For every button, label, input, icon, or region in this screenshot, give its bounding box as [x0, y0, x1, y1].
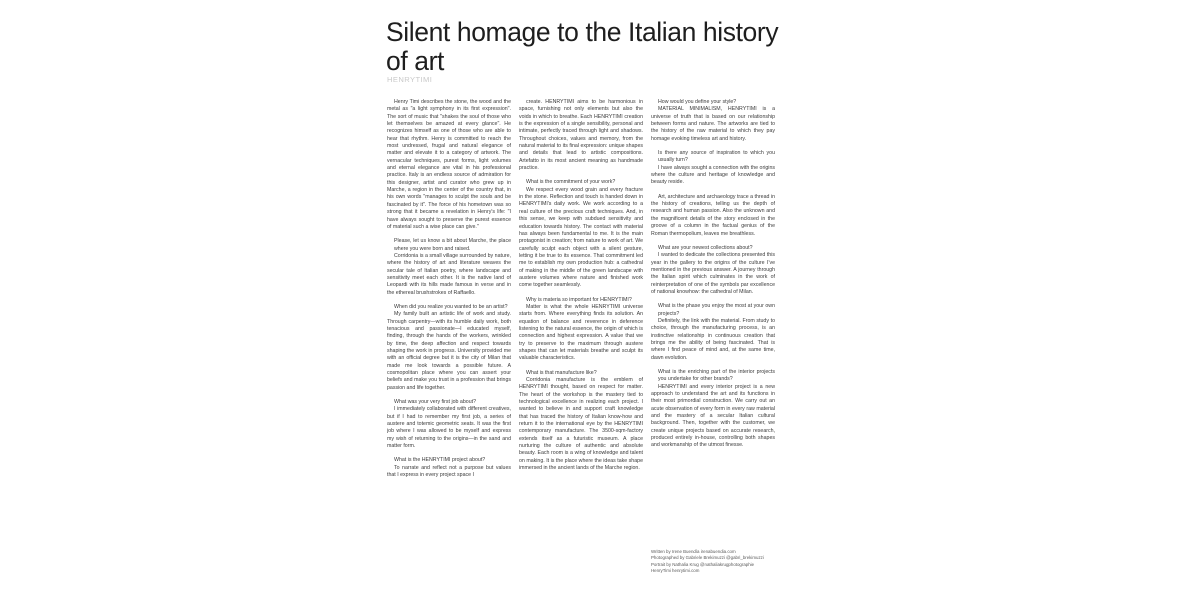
article-paragraph: MATERIAL MINIMALISM, HENRYTIMI is a universe of truth that is based on our relationship between forms and nature. The artworks are tied to the history of the raw material to which they pay homage evoking timeless art and history. [651, 106, 775, 142]
interview-question: Please, let us know a bit about Marche, the place where you were born and raised. [394, 238, 511, 252]
interview-question: What is that manufacture like? [526, 369, 597, 376]
interview-question: How would you define your style? [658, 99, 737, 105]
article-paragraph: Henry Timi describes the stone, the wood and the metal as "a light symphony in its first expression". The sort of music that "shakes the soul of those who let themselves be amazed at every glance". He recognizes himself as one of those who are able to hear that rhythm. Henry is committed to reach the most undressed, frugal and natural elegance of matter and elevate it to a category of artwork. The vernacular techniques, purest forms, light volumes and eternal elegance are vital in his professional practice. Italy is an endless source of admiration for this designer, artist and curator who grew up in Marche, a region in the center of the country that, in his own words "manages to sculpt the souls and be fascinated by it". The force of his hometown was so strong that it became a revelation in Henry's life: "I have always sought to preserve the purest essence of material such a wise place can give." [387, 99, 511, 230]
interview-question: What is the HENRYTIMI project about? [394, 457, 486, 464]
interview-question: Is there any source of inspiration to which you usually turn? [658, 150, 775, 164]
text-column-2 [519, 99, 643, 594]
text-column-1 [387, 99, 511, 594]
interview-question: What is the commitment of your work? [526, 179, 616, 186]
credit-line-brand: HenryTimi henrytimi.com [651, 567, 700, 573]
article-paragraph: Corridonia is a small village surrounded by nature, where the history of art and literature weaves the secular tale of Italian poetry, where landscape and sensitivity meet each other. It is the native land of Leopardi with its hills made famous in verse and in the ethereal brushstrokes of Raffaello. [387, 252, 511, 296]
interview-question: What are your newest collections about? [658, 244, 753, 251]
article-byline: HENRYTIMI [387, 75, 433, 84]
article-credits [651, 549, 801, 574]
credit-line-portrait: Portrait by Nathalia Krug @nathaliakrugphotographie [651, 561, 755, 567]
article-paragraph: Corridonia manufacture is the emblem of HENRYTIMI thought, based on respect for matter. The heart of the workshop is the mastery tied to technological excellence in realizing each project. I wanted to believe in and support craft knowledge that has traced the history of Italian know-how and return it to the international eye by the HENRYTIMI contemporary manufacture. The 3500-sqm-factory extends itself as a futuristic museum. A place nurturing the culture of authentic and absolute beauty. Each room is a wing of knowledge and talent on making. It is the place where the ideas take shape immersed in the ancient lands of the Marche region. [519, 377, 643, 472]
interview-question: When did you realize you wanted to be an artist? [394, 303, 508, 310]
article-paragraph: I wanted to dedicate the collections presented this year in the gallery to the origins of the culture I've mentioned in the previous answer. A journey through the Italian spirit which culminates in the work of reinterpretation of one of the symbols par excellence of national knowhow: the cathedral of Milan. [651, 252, 775, 295]
article-paragraph: create. HENRYTIMI aims to be harmonious in space, furnishing not only elements but also the voids in which to breathe. Each HENRYTIMI creation is the expression of a single sensibility, personal and intimate, perfectly traced through light and shadows. Throughout choices, values and memory, from the natural material to its final expression: unique shapes and details that lead to artistic compositions. Artefatto in its most ancient meaning as handmade practice. [519, 99, 643, 172]
interview-question: What is the phase you enjoy the most at your own projects? [658, 303, 775, 317]
article-paragraph: Art, architecture and archaeology trace a thread in the history of creations, telling us the depth of research and human passion. Also the unknown and the magnificent details of the story enclosed in the groove of a column in the factual genius of the Roman thermopolium, leaves me breathless. [651, 193, 775, 237]
interview-question: What was your very first job about? [394, 399, 476, 406]
article-paragraph: I have always sought a connection with the origins where the culture and heritage of knowledge and beauty reside. [651, 164, 775, 186]
interview-question: What is the enriching part of the interior projects you undertake for other brands? [658, 369, 775, 383]
credit-line-writer: Written by Irene Buendía irenabuendia.com [651, 549, 736, 554]
article-paragraph: To narrate and reflect not a purpose but values that I express in every project space I [387, 464, 511, 479]
article-title: Silent homage to the Italian history of art [386, 17, 779, 76]
article-paragraph: HENRYTIMI and every interior project is a new approach to understand the art and its functions in their most primordial construction. We carry out an acute observation of every form in every raw material and the mastery of a secular Italian cultural background. Then, together with the customer, we create unique projects based on accurate research, produced entirely in-house, controlling both shapes and workmanship of the utmost finesse. [651, 383, 775, 449]
interview-question: Why is materia so important for HENRYTIMI? [526, 296, 632, 303]
article-paragraph: Definitely, the link with the material. From study to choice, through the manufacturing process, is an instinctive relationship in continuous creation that brings me the ability of being fascinated. That is where I find peace of mind and, at the same time, dawn evolution. [651, 317, 775, 361]
article-paragraph: Matter is what the whole HENRYTIMI universe starts from. Where everything finds its solution. An equation of balance and reverence in deference listening to the natural essence, the origin of which is connection and highest expression. A value that we try to preserve to the maximum through austere shapes that can let materials breathe and sculpt its valuable characteristics. [519, 303, 643, 362]
article-paragraph: I immediately collaborated with different creatives, but if I had to remember my first job, a series of austere and totemic geometric seats. It was the first job where I was allowed to be myself and express my wish of returning to the origins—in the sand and matter form. [387, 406, 511, 450]
text-column-3 [651, 99, 775, 539]
article-paragraph: My family built an artistic life of work and study. Through carpentry—with its humble daily work, both tenacious and passionate—I educated myself, finding, through the hands of the workers, wrinkled by time, the deep affection and respect towards shaping the work in progress. University provided me with an official degree but it is the city of Milan that made me look towards a possible future. A cosmopolitan place where you can assert your beliefs and make you trust in a profession that brings passion and life together. [387, 311, 511, 391]
article-paragraph: We respect every wood grain and every fracture in the stone. Reflection and touch is handed down in HENRYTIMI's daily work. We work according to a real culture of the precious craft techniques. And, in this sense, we keep with subdued sensitivity and education towards history. The contact with material has always been fundamental to me. It is the main protagonist in creation; from nature to work of art. We carefully sculpt each object with a silent gesture, letting it be true to its essence. That commitment led me to establish my own production hub: a cathedral of making in the middle of the green landscape with austere volumes where nature and finished work come together seamlessly. [519, 186, 643, 289]
credit-line-photographer: Photographed by Gabriele Brekimuzzi @gabri_brekimuzzi [651, 555, 764, 561]
